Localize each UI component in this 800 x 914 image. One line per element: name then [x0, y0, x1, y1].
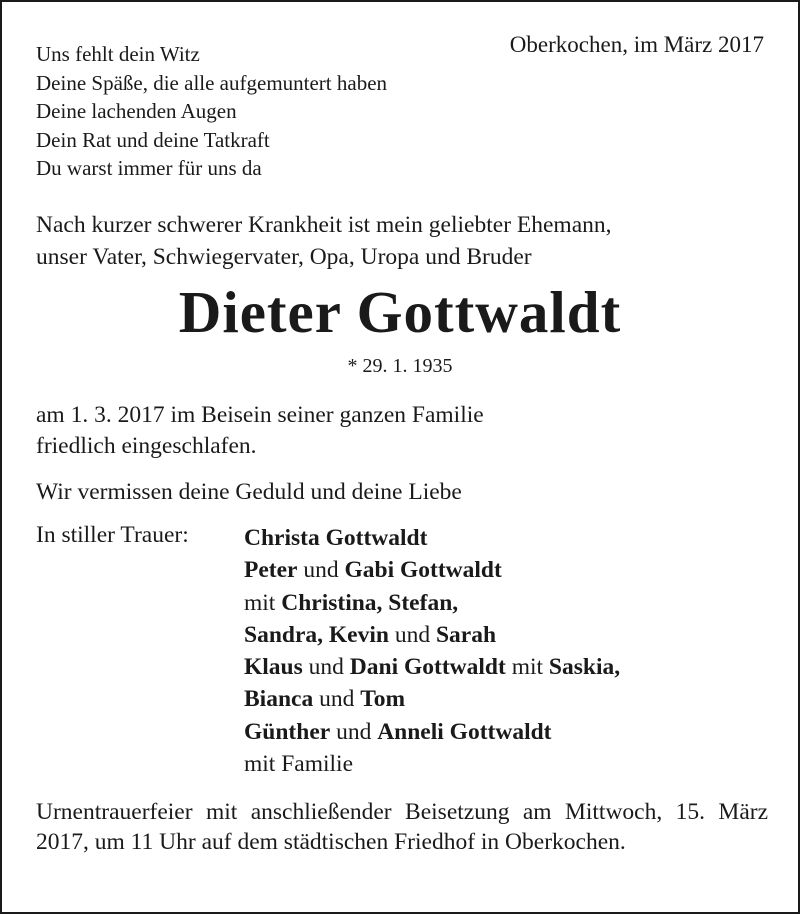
mourner-name: Günther	[244, 718, 331, 745]
mourner-name: Gabi Gottwaldt	[344, 557, 502, 584]
mourner-connector: und	[330, 718, 378, 745]
mourner-line	[244, 554, 620, 586]
funeral-text: Urnentrauerfeier mit anschließender Beisetzung am Mittwoch, 15. März 2017, um 11 Uhr auf dem städtischen Friedhof in Oberkochen.	[36, 799, 768, 855]
miss-text: Wir vermissen deine Geduld und deine Liebe	[36, 479, 462, 505]
poem-line: Deine Späße, die alle aufgemuntert haben	[36, 70, 388, 95]
intro-line: Nach kurzer schwerer Krankheit ist mein geliebter Ehemann,	[36, 212, 612, 238]
mourner-name: Klaus	[244, 654, 303, 681]
mourner-line	[244, 716, 620, 748]
mourner-name: Tom	[360, 686, 406, 713]
mourner-name: Bianca	[244, 686, 314, 713]
mourner-connector: und	[297, 557, 345, 584]
mourner-name: Sarah	[435, 621, 497, 648]
mourner-connector: mit Familie	[244, 751, 354, 778]
deceased-name: Dieter Gottwaldt	[178, 279, 622, 345]
poem	[36, 40, 387, 183]
death-line: friedlich eingeschlafen.	[36, 433, 257, 459]
poem-line: Uns fehlt dein Witz	[36, 42, 200, 66]
place-date: Oberkochen, im März 2017	[509, 32, 764, 57]
mourner-name: Sandra, Kevin	[244, 621, 389, 648]
mourner-line	[244, 522, 620, 554]
mourner-line	[244, 748, 620, 780]
poem-line: Dein Rat und deine Tatkraft	[36, 127, 270, 152]
mourner-connector: mit	[244, 589, 282, 616]
mourner-line	[244, 587, 620, 619]
poem-line: Deine lachenden Augen	[36, 99, 237, 123]
mourner-line	[244, 651, 620, 683]
poem-line: Du warst immer für uns da	[36, 156, 262, 180]
mourning-label: In stiller Trauer:	[36, 522, 189, 548]
mourner-name: Saskia,	[548, 654, 621, 681]
mourner-line	[244, 619, 620, 651]
mourner-connector: und	[313, 686, 361, 713]
mourner-connector: und	[388, 621, 436, 648]
death-text	[36, 400, 484, 462]
mourner-name: Christina, Stefan,	[281, 589, 459, 616]
mourner-connector: mit	[505, 654, 549, 681]
intro-text	[36, 209, 612, 273]
mourner-name: Christa Gottwaldt	[244, 525, 428, 551]
mourner-line	[244, 683, 620, 715]
mourner-name: Dani Gottwaldt	[349, 654, 506, 681]
mourner-name: Anneli Gottwaldt	[377, 718, 552, 745]
mourner-connector: und	[302, 654, 350, 681]
birth-date: * 29. 1. 1935	[347, 355, 453, 377]
mourners-list	[244, 522, 620, 780]
mourner-name: Peter	[244, 557, 298, 584]
intro-line: unser Vater, Schwiegervater, Opa, Uropa und Bruder	[36, 244, 532, 270]
death-line: am 1. 3. 2017 im Beisein seiner ganzen Familie	[36, 402, 484, 428]
